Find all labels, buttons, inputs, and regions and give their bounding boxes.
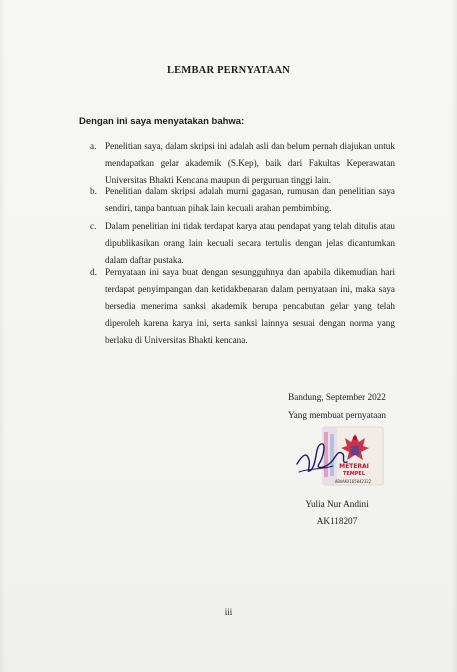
statement-item-a — [90, 138, 395, 189]
item-letter: d. — [90, 267, 97, 277]
item-letter: a. — [90, 141, 97, 151]
stamp-and-signature — [293, 424, 387, 490]
scan-shadow-left — [0, 0, 5, 672]
stamp-svg — [293, 424, 387, 490]
intro-text: Dengan ini saya menyatakan bahwa: — [79, 116, 245, 127]
tempel-label: TEMPEL — [342, 471, 366, 477]
item-letter: c. — [90, 221, 97, 231]
signer-id: AK118207 — [316, 516, 358, 526]
page-number: iii — [224, 607, 233, 617]
item-text: Penelitian dalam skripsi adalah murni gagasan, rumusan dan penelitian saya sendiri, tanpa bantuan pihak lain kecuali arahan pembimbing. — [105, 186, 395, 213]
item-text: Pernyataan ini saya buat dengan sesungguhnya dan apabila dikemudian hari terdapat penyimpangan dan ketidakbenaran dalam pernyataan ini, maka saya bersedia menerima sanksi akademik berupa pencabutan gelar yang telah diperoleh karena karya ini, serta sanksi lainnya sesuai dengan norma yang berlaku di Universitas Bhakti kencana. — [105, 267, 395, 345]
statement-item-b — [90, 183, 395, 217]
signer-name: Yulia Nur Andini — [305, 499, 369, 509]
page-title: LEMBAR PERNYATAAN — [166, 65, 291, 76]
hologram-band — [330, 434, 334, 476]
statement-item-c — [90, 218, 395, 269]
scan-shadow-right — [451, 0, 457, 672]
place-date: Bandung, September 2022 — [288, 392, 386, 402]
item-text: Dalam penelitian ini tidak terdapat karya atau pendapat yang telah ditulis atau dipublikasikan orang lain kecuali secara tertulis dengan jelas dicantumkan dalam daftar pustaka. — [105, 221, 395, 265]
hologram-band — [324, 432, 328, 477]
maker-label: Yang membuat pernyataan — [287, 410, 387, 420]
item-text: Penelitian saya, dalam skripsi ini adalah asli dan belum pernah diajukan untuk mendapatkan gelar akademik (S.Kep), baik dari Fakultas Keperawatan Universitas Bhakti Kencana maupun di perguruan tinggi lain. — [105, 141, 395, 185]
item-letter: b. — [90, 186, 97, 196]
stamp-serial: ABAAKX165042322 — [334, 479, 372, 484]
statement-item-d — [90, 264, 395, 349]
meterai-label: METERAI — [339, 463, 369, 470]
